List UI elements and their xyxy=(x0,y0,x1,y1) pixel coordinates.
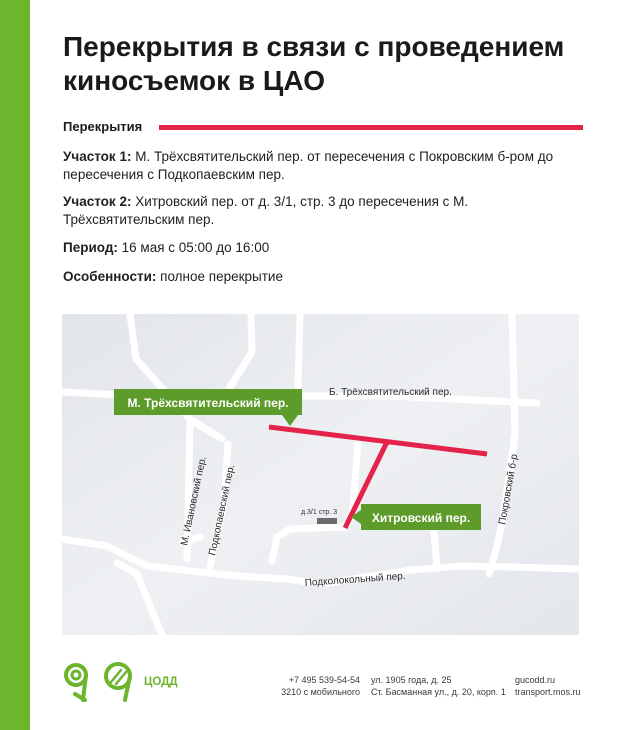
codd-logo xyxy=(63,662,143,702)
footer-mobile: 3210 с мобильного xyxy=(281,687,360,697)
callout-label: Хитровский пер. xyxy=(371,511,471,525)
section-heading xyxy=(63,118,583,136)
footer xyxy=(63,662,583,702)
closure-map xyxy=(62,314,579,635)
detail-section-2 xyxy=(63,193,583,229)
footer-phone: +7 495 539-54-54 xyxy=(288,675,360,685)
footer-address-1: ул. 1905 года, д. 25 xyxy=(371,675,452,685)
street-label: М. Ивановский пер. xyxy=(179,455,209,547)
detail-label: Участок 1: xyxy=(63,149,132,164)
building-label: д.3/1 стр. 3 xyxy=(301,509,338,516)
street-label: Подколокольный пер. xyxy=(304,570,406,589)
street-label: Покровский б-р xyxy=(497,453,521,526)
detail-text: Хитровский пер. от д. 3/1, стр. 3 до пересечения с М. Трёхсвятительским пер. xyxy=(63,194,469,227)
footer-site-1[interactable]: gucodd.ru xyxy=(515,675,556,685)
detail-period xyxy=(63,239,583,257)
footer-phone-block xyxy=(268,674,360,698)
road-icon xyxy=(106,664,130,700)
footer-address-block xyxy=(371,674,506,698)
footer-address-2: Ст. Басманная ул., д. 20, корп. 1 xyxy=(371,687,506,697)
detail-text: полное перекрытие xyxy=(156,269,283,284)
street-label: Подкопаевский пер. xyxy=(207,463,238,557)
detail-label: Особенности: xyxy=(63,269,157,284)
detail-section-1 xyxy=(63,148,583,184)
footer-sites-block xyxy=(515,674,581,698)
detail-label: Участок 2: xyxy=(63,194,132,209)
page-title: Перекрытия в связи с проведением киносъемок в ЦАО xyxy=(63,31,565,96)
section-rule xyxy=(159,125,583,130)
detail-label: Период: xyxy=(63,240,118,255)
building-marker xyxy=(317,518,337,524)
section-label: Перекрытия xyxy=(63,119,143,134)
footer-site-2[interactable]: transport.mos.ru xyxy=(515,687,581,697)
street-label: Б. Трёхсвятительский пер. xyxy=(329,387,452,398)
left-accent-bar xyxy=(0,0,30,730)
detail-text: 16 мая с 05:00 до 16:00 xyxy=(117,240,270,255)
road xyxy=(434,532,437,569)
logo-text: ЦОДД xyxy=(144,676,178,688)
detail-features xyxy=(63,268,583,286)
callout-label: М. Трёхсвятительский пер. xyxy=(127,396,289,410)
callout-khitrovsky xyxy=(351,504,481,530)
road xyxy=(298,314,300,386)
detail-text: М. Трёхсвятительский пер. от пересечения с Покровским б-ром до пересечения с Подкопаевским пер. xyxy=(63,149,554,182)
nine-icon xyxy=(66,665,86,700)
